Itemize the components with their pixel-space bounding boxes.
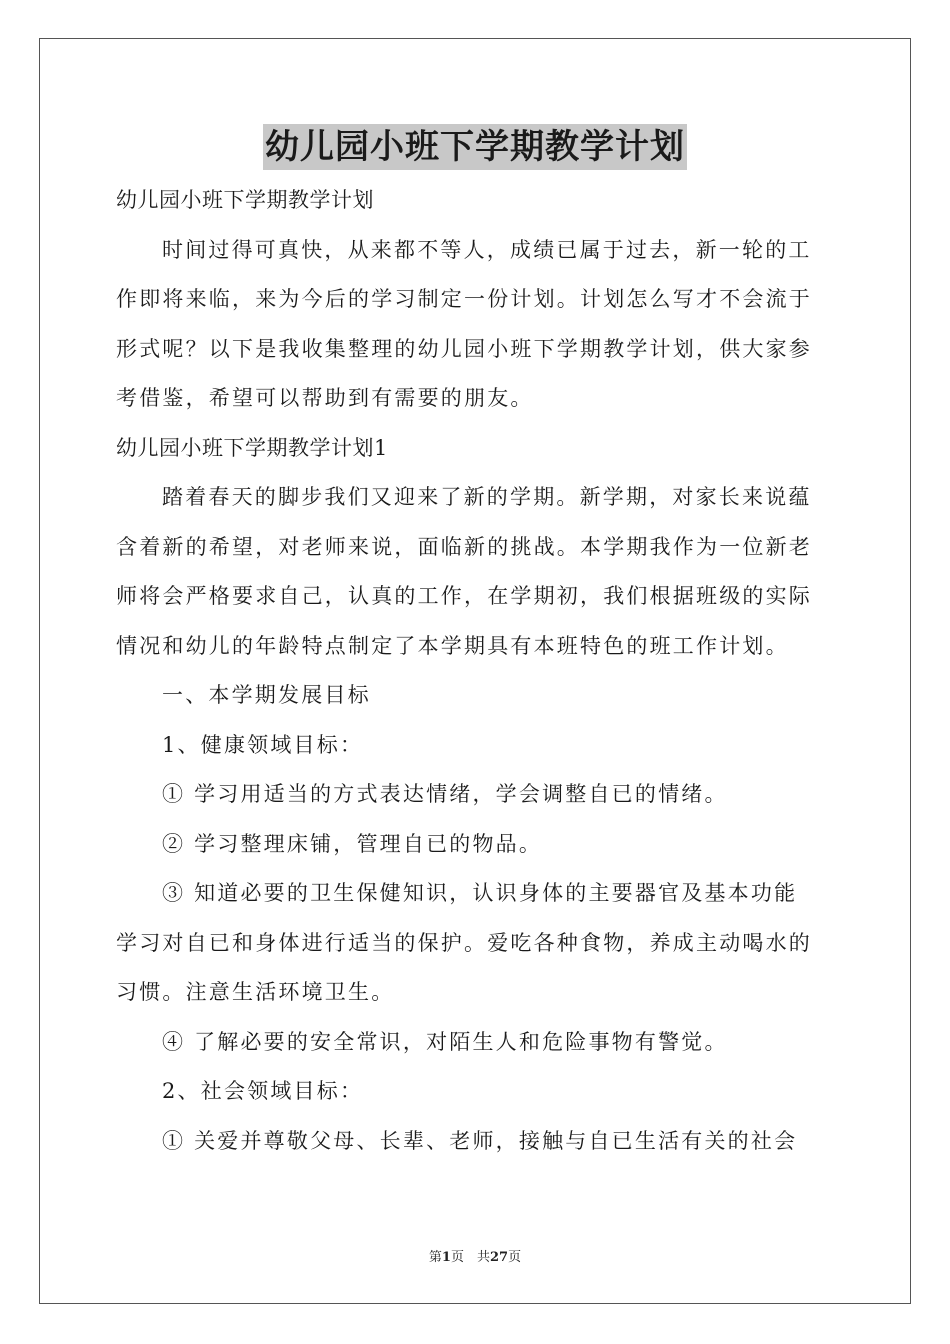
paragraph-line: 时间过得可真快，从来都不等人，成绩已属于过去，新一轮的工 <box>162 237 812 262</box>
paragraph-line: 含着新的希望，对老师来说，面临新的挑战。本学期我作为一位新老 <box>116 534 812 559</box>
list-item: ② 学习整理床铺，管理自已的物品。 <box>162 831 543 856</box>
goal-subheading: 1、健康领域目标： <box>162 732 364 757</box>
goal-subheading: 2、社会领域目标： <box>162 1079 364 1103</box>
paragraph-line: 习惯。注意生活环境卫生。 <box>116 980 395 1004</box>
list-item: ① 关爱并尊敬父母、长辈、老师，接触与自已生活有关的社会 <box>162 1128 798 1153</box>
document-body <box>116 176 836 1166</box>
page-prefix: 第 <box>428 1250 442 1265</box>
paragraph-line: 踏着春天的脚步我们又迎来了新的学期。新学期，对家长来说蕴 <box>162 485 812 509</box>
list-item: ④ 了解必要的安全常识，对陌生人和危险事物有警觉。 <box>162 1029 728 1054</box>
paragraph-line: 学习对自已和身体进行适当的保护。爱吃各种食物，养成主动喝水的 <box>116 930 812 955</box>
document-subtitle: 幼儿园小班下学期教学计划 <box>116 188 374 212</box>
list-item: ① 学习用适当的方式表达情绪，学会调整自已的情绪。 <box>162 782 728 806</box>
paragraph-line: 情况和幼儿的年龄特点制定了本学期具有本班特色的班工作计划。 <box>116 633 789 658</box>
document-title: 幼儿园小班下学期教学计划 <box>263 124 687 170</box>
paragraph-line: 作即将来临，来为今后的学习制定一份计划。计划怎么写才不会流于 <box>116 287 812 311</box>
paragraph-line: 考借鉴，希望可以帮助到有需要的朋友。 <box>116 386 534 410</box>
page-total: 27 <box>489 1250 509 1265</box>
page-current: 1 <box>441 1250 451 1265</box>
paragraph-line: 师将会严格要求自己，认真的工作，在学期初，我们根据班级的实际 <box>116 584 812 608</box>
section-heading: 幼儿园小班下学期教学计划1 <box>116 435 388 460</box>
page-suffix: 页 <box>508 1250 522 1265</box>
goal-heading: 一、本学期发展目标 <box>162 683 371 707</box>
page-footer <box>0 1246 950 1265</box>
list-item: ③ 知道必要的卫生保健知识，认识身体的主要器官及基本功能 <box>162 881 798 905</box>
title-container <box>0 124 950 170</box>
paragraph-line: 形式呢？以下是我收集整理的幼儿园小班下学期教学计划，供大家参 <box>116 336 812 361</box>
page-mid: 页 共 <box>450 1250 490 1265</box>
